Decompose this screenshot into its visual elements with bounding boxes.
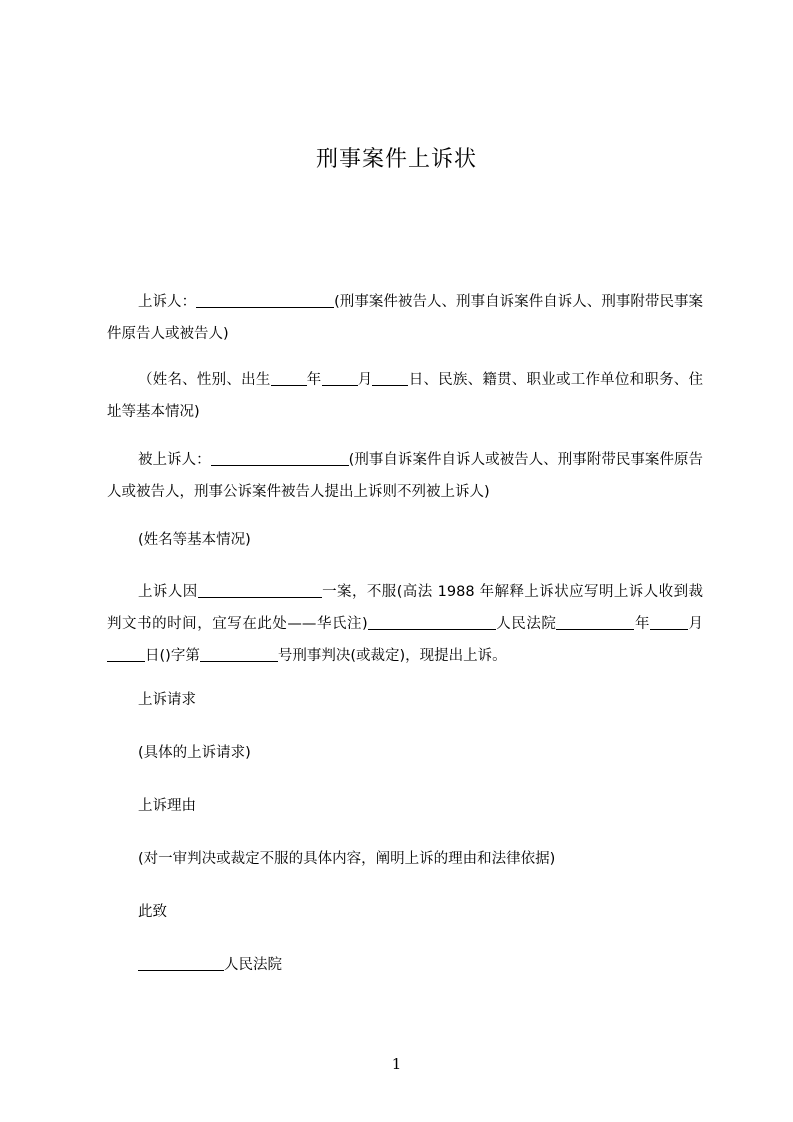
case-name-blank [198,581,322,598]
reason-heading: 上诉理由 [138,798,196,814]
document-title: 刑事案件上诉状 [315,147,477,172]
birth-day-blank [372,369,408,386]
appellee-info-paragraph: (姓名等基本情况) [138,532,251,548]
court-name-blank [368,613,496,630]
appellant-info-paragraph [107,364,703,428]
statement-text-6: 日()字第 [145,648,200,664]
statement-text-2: 一案，不服(高法 1988 年解释上诉状应写明上诉人收到裁判文书的时间，宜写在此处——华氏注) [107,584,703,632]
appellee-note: (刑事自诉案件自诉人或被告人、刑事附带民事案件原告人或被告人，刑事公诉案件被告人提出上诉则不列被上诉人) [107,452,704,500]
info-text-birth: （姓名、性别、出生 [138,372,271,388]
page-number: 1 [391,1055,402,1073]
judgment-year-blank [556,613,634,630]
birth-year-blank [271,369,307,386]
salutation: 此致 [138,904,167,920]
appellant-label: 上诉人： [138,294,197,310]
court-blank [138,954,224,971]
statement-text-7: 号刑事判决(或裁定)，现提出上诉。 [277,648,507,664]
request-body: (具体的上诉请求) [138,745,251,761]
judgment-day-blank [107,645,145,662]
statement-paragraph [107,576,703,672]
court-line [107,949,703,981]
appellee-label: 被上诉人： [138,452,211,468]
judgment-number-blank [200,645,278,662]
appellant-blank [196,291,334,308]
info-text-rest: 日、民族、籍贯、职业或工作单位和职务、住址等基本情况) [107,372,704,420]
statement-text-4: 年 [634,616,650,632]
court-suffix: 人民法院 [224,957,282,973]
statement-text-5: 月 [687,616,704,632]
reason-body: (对一审判决或裁定不服的具体内容，阐明上诉的理由和法律依据) [138,851,556,867]
statement-text-3: 人民法院 [495,616,557,632]
appellant-paragraph [107,286,703,350]
appellant-note: (刑事案件被告人、刑事自诉案件自诉人、刑事附带民事案件原告人或被告人) [107,294,704,342]
birth-month-blank [322,369,358,386]
request-heading: 上诉请求 [138,692,196,708]
info-text-year: 年 [306,372,322,388]
appellee-blank [211,449,349,466]
info-text-month: 月 [357,372,373,388]
appellee-paragraph [107,444,703,508]
judgment-month-blank [650,613,688,630]
statement-text-1: 上诉人因 [138,584,198,600]
